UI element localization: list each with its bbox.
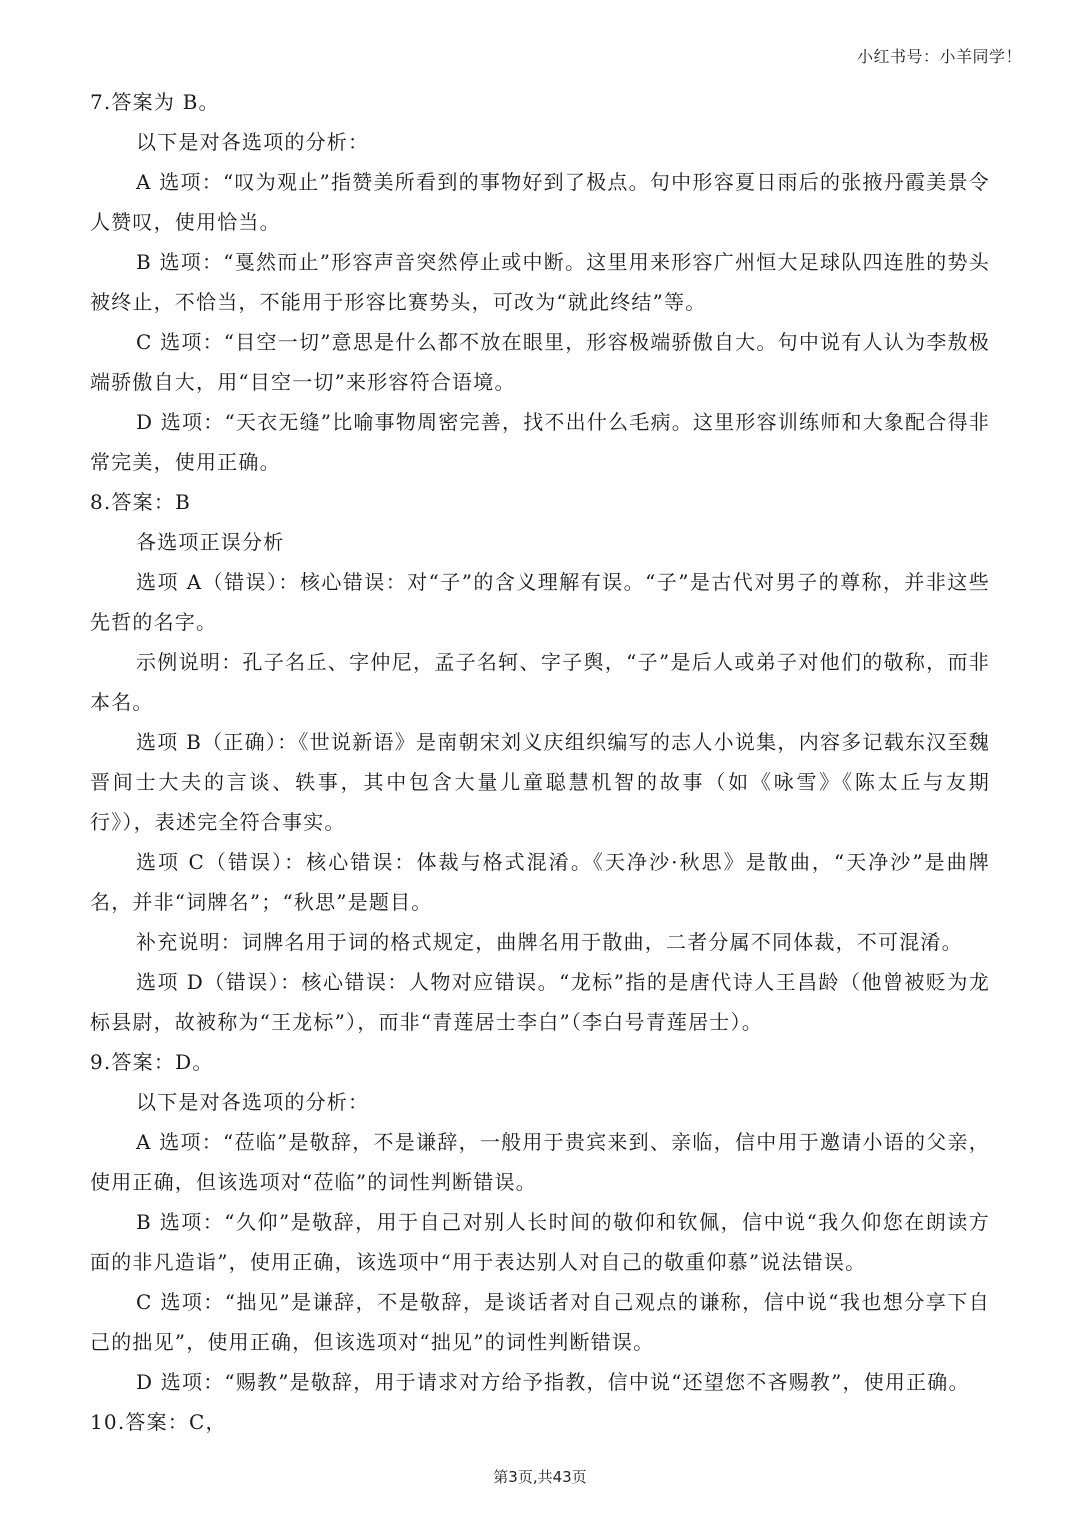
option-paragraph: 选项 A（错误）：核心错误：对“子”的含义理解有误。“子”是古代对男子的尊称，并非这些先哲的名字。 <box>90 570 990 634</box>
option-paragraph: A 选项：“莅临”是敬辞，不是谦辞，一般用于贵宾来到、亲临，信中用于邀请小语的父亲，使用正确，但该选项对“莅临”的词性判断错误。 <box>90 1130 990 1194</box>
option-paragraph: 选项 C（错误）：核心错误：体裁与格式混淆。《天净沙·秋思》是散曲，“天净沙”是曲牌名，并非“词牌名”；“秋思”是题目。 <box>90 850 990 914</box>
answer-heading-10: 10.答案：C， <box>90 1410 227 1434</box>
analysis-intro: 各选项正误分析 <box>136 530 285 554</box>
answer-heading-7: 7.答案为 B。 <box>90 90 220 114</box>
answer-content <box>90 82 990 1442</box>
option-paragraph: D 选项：“天衣无缝”比喻事物周密完善，找不出什么毛病。这里形容训练师和大象配合得非常完美，使用正确。 <box>90 410 990 474</box>
option-paragraph: C 选项：“目空一切”意思是什么都不放在眼里，形容极端骄傲自大。句中说有人认为李敖极端骄傲自大，用“目空一切”来形容符合语境。 <box>90 330 990 394</box>
watermark-text: 小红书号：小羊同学！ <box>856 47 1022 66</box>
analysis-intro: 以下是对各选项的分析： <box>136 130 370 154</box>
analysis-intro: 以下是对各选项的分析： <box>136 1090 370 1114</box>
answer-heading-8: 8.答案：B <box>90 490 191 514</box>
answer-heading-9: 9.答案：D。 <box>90 1050 214 1074</box>
option-paragraph: A 选项：“叹为观止”指赞美所看到的事物好到了极点。句中形容夏日雨后的张掖丹霞美景令人赞叹，使用恰当。 <box>90 170 990 234</box>
option-paragraph: C 选项：“拙见”是谦辞，不是敬辞，是谈话者对自己观点的谦称，信中说“我也想分享下自己的拙见”，使用正确，但该选项对“拙见”的词性判断错误。 <box>90 1290 990 1354</box>
option-paragraph: 选项 D（错误）：核心错误：人物对应错误。“龙标”指的是唐代诗人王昌龄（他曾被贬为龙标县尉，故被称为“王龙标”），而非“青莲居士李白”（李白号青莲居士）。 <box>90 970 990 1034</box>
supplement-paragraph: 补充说明：词牌名用于词的格式规定，曲牌名用于散曲，二者分属不同体裁，不可混淆。 <box>136 930 963 954</box>
option-paragraph: B 选项：“戛然而止”形容声音突然停止或中断。这里用来形容广州恒大足球队四连胜的势头被终止，不恰当，不能用于形容比赛势头，可改为“就此终结”等。 <box>90 250 990 314</box>
page-number: 第3页,共43页 <box>493 1468 587 1486</box>
option-paragraph: 选项 B（正确）：《世说新语》是南朝宋刘义庆组织编写的志人小说集，内容多记载东汉至魏晋间士大夫的言谈、轶事，其中包含大量儿童聪慧机智的故事（如《咏雪》《陈太丘与友期行》），表述完全符合事实。 <box>90 730 990 834</box>
option-paragraph: D 选项：“赐教”是敬辞，用于请求对方给予指教，信中说“还望您不吝赐教”，使用正确。 <box>136 1370 970 1394</box>
example-paragraph: 示例说明：孔子名丘、字仲尼，孟子名轲、字子舆，“子”是后人或弟子对他们的敬称，而非本名。 <box>90 650 990 714</box>
option-paragraph: B 选项：“久仰”是敬辞，用于自己对别人长时间的敬仰和钦佩，信中说“我久仰您在朗读方面的非凡造诣”，使用正确，该选项中“用于表达别人对自己的敬重仰慕”说法错误。 <box>90 1210 990 1274</box>
